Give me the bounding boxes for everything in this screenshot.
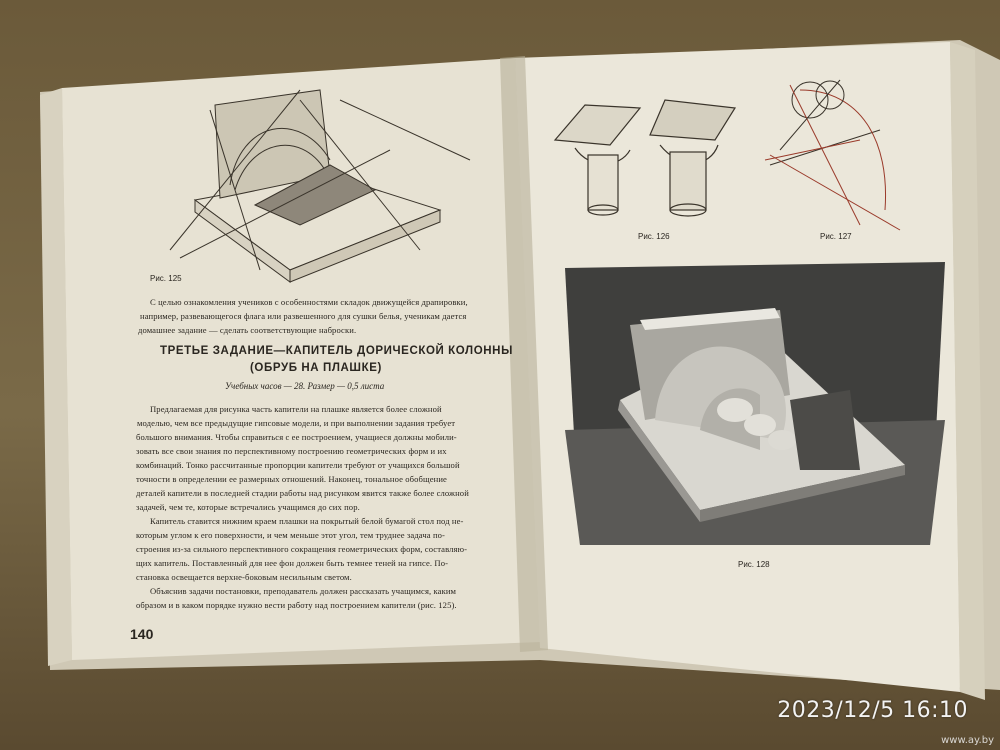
section-meta: Учебных часов — 28. Размер — 0,5 листа <box>225 381 385 391</box>
figure-127-caption: Рис. 127 <box>820 232 852 241</box>
figure-126-caption: Рис. 126 <box>638 232 670 241</box>
body-line-14: Объяснив задачи постановки, преподаватель должен рассказать учащимся, каким <box>150 586 457 596</box>
body-line-6: точности в определении ее размерных отношений. Наконец, тональное обобщение <box>136 474 447 484</box>
body-line-5: комбинаций. Тонко рассчитанные пропорции капители требуют от учащихся большой <box>136 460 460 470</box>
body-line-15: образом и в каком порядке нужно вести работу над построением капители (рис. 125). <box>136 600 457 610</box>
page-number: 140 <box>130 626 154 642</box>
body-line-8: задачей, чем те, которые встречались учащимся до сих пор. <box>136 502 360 512</box>
body-line-3: большого внимания. Чтобы справиться с ее построением, учащиеся должны мобили- <box>136 432 457 442</box>
section-heading-line-1: ТРЕТЬЕ ЗАДАНИЕ—КАПИТЕЛЬ ДОРИЧЕСКОЙ КОЛОННЫ <box>160 345 513 357</box>
body-line-10: которым углом к его поверхности, и чем меньше этот угол, тем труднее задача по- <box>136 530 446 540</box>
intro-line-1: С целью ознакомления учеников с особенностями складок движущейся драпировки, <box>150 297 468 307</box>
body-line-2: моделью, чем все предыдущие гипсовые модели, и при выполнении задания требует <box>137 418 456 428</box>
figure-125-caption: Рис. 125 <box>150 274 182 283</box>
body-line-12: щих капитель. Поставленный для нее фон должен быть темнее теней на гипсе. По- <box>136 558 449 568</box>
body-line-4: зовать все свои знания по перспективному построению геометрических форм и их <box>136 446 447 456</box>
body-line-9: Капитель ставится нижним краем плашки на покрытый белой бумагой стол под не- <box>150 516 464 526</box>
figure-128-caption: Рис. 128 <box>738 560 770 569</box>
intro-line-3: домашнее задание — сделать соответствующие наброски. <box>138 325 357 335</box>
section-heading-line-2: (ОБРУБ НА ПЛАШКЕ) <box>250 362 382 374</box>
body-line-1: Предлагаемая для рисунка часть капители на плашке является более сложной <box>150 404 442 414</box>
site-watermark: www.ay.by <box>941 735 994 746</box>
body-line-13: становка освещается верхне-боковым несильным светом. <box>136 572 352 582</box>
body-line-11: строения из-за сильного перспективного сокращения геометрических форм, составляю- <box>136 544 468 554</box>
intro-line-2: например, развевающегося флага или развешенного для сушки белья, ученикам дается <box>140 311 467 321</box>
photo-timestamp: 2023/12/5 16:10 <box>777 698 968 723</box>
figure-128-image <box>565 262 945 545</box>
body-line-7: деталей капители в последней стадии работы над рисунком явится также более сложной <box>136 488 469 498</box>
